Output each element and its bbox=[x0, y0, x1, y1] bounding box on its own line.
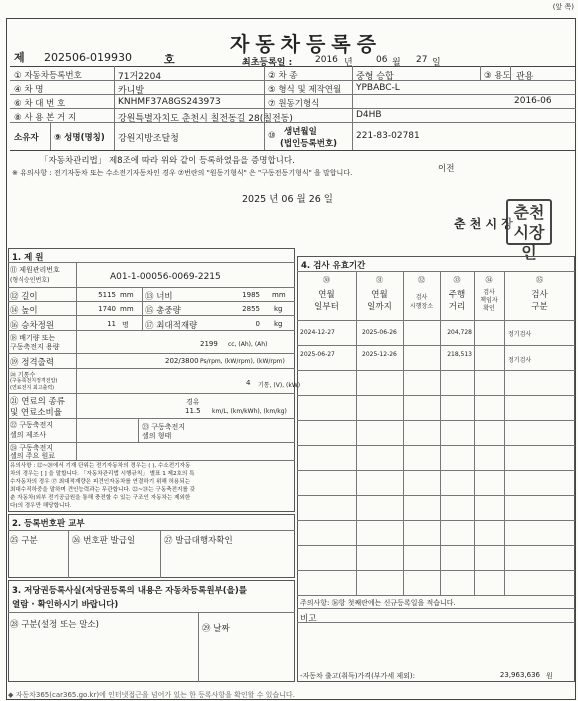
car-no-label: ① 자동차등록번호 bbox=[14, 71, 82, 81]
first-reg-label: 최초등록일 : bbox=[242, 58, 293, 68]
head-check: 검사 책임자 확인 bbox=[480, 289, 498, 312]
cyl-label-1: ⑳ 기통수 bbox=[10, 372, 36, 379]
copy-tag: (앞 쪽) bbox=[552, 3, 574, 11]
vin-label: ⑥ 차 대 번 호 bbox=[14, 99, 66, 109]
mortgage-date-label: ㉙ 날짜 bbox=[202, 624, 230, 634]
height-value: 1740 bbox=[98, 305, 116, 313]
plate-agent-label: ㉗ 발급대행자확인 bbox=[164, 536, 233, 546]
cyl-label-3: (연료전지 최고출력) bbox=[10, 385, 55, 391]
base-value: 강원특별자치도 춘천시 칠전동길 28(칠전동) bbox=[118, 114, 293, 124]
battery-mat-label-2: 셀의 주요 원료 bbox=[10, 452, 56, 460]
official-seal: 춘천시장인 bbox=[506, 199, 552, 245]
battery-form-label-1: ㉓ 구동축전지 bbox=[142, 423, 186, 431]
battery-maker-label-1: ㉒ 구동축전지 bbox=[10, 421, 54, 429]
birth-num: ⑩ bbox=[268, 131, 276, 141]
car-type-label: ② 차 종 bbox=[268, 71, 298, 81]
engine-value: D4HB bbox=[356, 110, 382, 120]
certify-text: 「자동차관리법」 제8조에 따라 위와 같이 등록하였음을 증명합니다. bbox=[40, 156, 295, 166]
reg-no-ho: 호 bbox=[164, 53, 175, 66]
disp-unit: cc, (Ah), (Ah) bbox=[228, 341, 268, 348]
head-mileage-num: ㉝ bbox=[453, 276, 461, 284]
reg-no: 202506-019930 bbox=[44, 51, 132, 64]
model-value: YPBABC-L bbox=[356, 83, 400, 93]
first-reg-day-unit: 일 bbox=[432, 58, 441, 68]
plate-section-title: 2. 등록번호판 교부 bbox=[12, 519, 85, 529]
birth-label-2: (법인등록번호) bbox=[280, 139, 338, 149]
spec-section-title: 1. 제 원 bbox=[12, 253, 44, 263]
model-label: ⑤ 형식 및 제작연월 bbox=[268, 85, 342, 95]
vin-value: KNHMF37A8GS243973 bbox=[118, 97, 221, 107]
inspection-title: 4. 검사 유효기간 bbox=[301, 261, 366, 271]
width-label: ⑬ 너비 bbox=[145, 292, 173, 302]
car-name: 카니발 bbox=[118, 86, 145, 96]
head-place: 검사 시행장소 bbox=[409, 294, 434, 310]
row-to: 2025-12-26 bbox=[362, 351, 397, 358]
seats-value: 11 bbox=[107, 320, 116, 328]
spec-notes: 유의사항 : ⑫~⑳에서 기재 단위는 전기자동차의 경우는 ( ), 수소전기자동 차의 경우는 [ ] 을 말합니다. 「자동차관리법 시행규칙」 별표 1 제2호의 특 수자동차의 경우 ⑰ 최대적재량은 피견인자동차를 연결하기 위해 허용되는 최대수직하중을 말하며 견인능력과는 무관합니다. ㉒~㉔는 구동축전지를 갖 춘 자동차(외부 전기공급원을 통해 충전할 수 있는 구조인 자동차는 제외한 다)의 경우만 해당합니다. bbox=[10, 463, 196, 509]
price-label: -자동차 출고(취득)가격(부가세 제외): bbox=[300, 672, 415, 680]
battery-mat-label-1: ㉔ 구동축전지 bbox=[10, 444, 54, 452]
row-mileage: 218,513 bbox=[447, 351, 472, 358]
maxload-label: ⑰ 최대적재량 bbox=[145, 321, 198, 331]
use-value: 관용 bbox=[516, 72, 534, 82]
battery-form-label-2: 셀의 형태 bbox=[142, 432, 172, 440]
first-reg-month-unit: 월 bbox=[392, 58, 401, 68]
price-unit: 원 bbox=[546, 672, 553, 680]
fuel-efficiency: 11.5 bbox=[185, 407, 201, 415]
cyl-label-2: (구동축전지정격전압) bbox=[10, 378, 58, 384]
owner-name-label: ⑨ 성명(명칭) bbox=[54, 133, 105, 143]
birth-label-1: 생년월일 bbox=[284, 127, 317, 137]
cyl-value: 4 bbox=[246, 379, 251, 387]
reg-no-label: 제 bbox=[14, 51, 25, 64]
remarks-label: 비고 bbox=[300, 614, 317, 624]
fuel-unit: km/L, (km/kWh), (km/kg) bbox=[212, 408, 287, 415]
base-label: ⑧ 사 용 본 거 지 bbox=[14, 113, 77, 123]
mortgage-title-2: 열람 · 확인하시기 바랍니다) bbox=[12, 600, 119, 610]
car-no: 71거2204 bbox=[118, 72, 162, 82]
car-name-label: ④ 차 명 bbox=[14, 85, 44, 95]
row-kind: 정기검사 bbox=[508, 331, 532, 338]
head-from-num: ㉚ bbox=[323, 276, 330, 284]
first-reg-day: 27 bbox=[416, 55, 428, 65]
row-kind: 정기검사 bbox=[508, 357, 532, 364]
battery-maker-label-2: 셀의 제조사 bbox=[10, 431, 47, 439]
disp-label-1: ⑱ 배기량 또는 bbox=[10, 334, 56, 342]
cyl-unit: 기통, (V), (kW) bbox=[258, 382, 301, 389]
head-place-num: ㉜ bbox=[418, 276, 425, 284]
disp-value: 2199 bbox=[200, 340, 218, 348]
spec-no-label: ⑪ 제원관리번호 bbox=[10, 266, 60, 274]
certify-prev: 이전 bbox=[438, 164, 455, 174]
row-to: 2025-06-26 bbox=[362, 329, 397, 336]
seats-unit: 명 bbox=[122, 321, 129, 329]
inspection-note: 주의사항: ㊱항 첫째란에는 신규등록일을 적습니다. bbox=[300, 599, 456, 607]
power-unit: Ps/rpm, (kW/rpm), (kW/rpm) bbox=[200, 358, 285, 365]
owner-name: 강원지방조달청 bbox=[118, 134, 179, 144]
power-value: 202/3800 bbox=[165, 357, 199, 365]
spec-no-sub: (형식승인번호) bbox=[10, 277, 50, 284]
maxload-value: 0 bbox=[255, 320, 260, 328]
weight-label: ⑮ 총중량 bbox=[145, 306, 181, 316]
mortgage-type-label: ㉘ 구분(설정 또는 말소) bbox=[10, 620, 99, 630]
head-kind: 검사 구분 bbox=[531, 290, 548, 312]
certify-date: 2025 년 06 월 26 일 bbox=[242, 194, 333, 205]
length-value: 5115 bbox=[98, 291, 116, 299]
price-value: 23,963,636 bbox=[499, 671, 540, 679]
head-kind-num: ㉟ bbox=[536, 276, 543, 284]
first-reg-year-unit: 년 bbox=[344, 58, 353, 68]
seats-label: ⑯ 승차정원 bbox=[10, 321, 55, 331]
certify-note: ※ 유의사항 : 전기자동차 또는 수소전기자동차인 경우 ⑦번란의 "원동기형식" 은 "구동전동기형식" 을 말합니다. bbox=[12, 169, 353, 177]
first-reg-year: 2016 bbox=[315, 55, 338, 65]
head-check-num: ㉞ bbox=[485, 276, 493, 284]
engine-label: ⑦ 원동기형식 bbox=[268, 99, 320, 109]
width-value: 1985 bbox=[242, 291, 260, 299]
row-from: 2025-06-27 bbox=[300, 351, 335, 358]
height-unit: mm bbox=[120, 305, 134, 313]
plate-issue-label: ㉖ 번호판 발급일 bbox=[72, 536, 136, 546]
head-to-num: ㉛ bbox=[376, 276, 383, 284]
first-reg-month: 06 bbox=[376, 55, 388, 65]
weight-value: 2855 bbox=[242, 305, 260, 313]
owner-label: 소유자 bbox=[14, 133, 39, 143]
head-mileage: 주행 거리 bbox=[448, 290, 466, 312]
width-unit: mm bbox=[272, 291, 286, 299]
head-to: 연월 일까지 bbox=[367, 290, 392, 312]
fuel-type: 경유 bbox=[186, 398, 200, 406]
use-label: ③ 용도 bbox=[484, 71, 511, 81]
length-label: ⑫ 길이 bbox=[10, 292, 38, 302]
plate-type-label: ㉕ 구분 bbox=[10, 536, 38, 546]
disp-label-2: 구동축전지 용량 bbox=[10, 343, 60, 351]
maxload-unit: kg bbox=[274, 320, 283, 328]
fuel-label-2: 및 연료소비율 bbox=[10, 408, 62, 418]
footer-note: ◆ 자동차365(car365.go.kr)에 인터넷접근을 넘어가 있는 한 등록사항을 확인할 수 있습니다. bbox=[8, 691, 295, 699]
height-label: ⑭ 높이 bbox=[10, 306, 38, 316]
head-from: 연월 일부터 bbox=[314, 290, 339, 312]
length-unit: mm bbox=[120, 291, 134, 299]
weight-unit: kg bbox=[274, 305, 283, 313]
mortgage-title-1: 3. 저당권등록사실(저당권등록의 내용은 자동차등록원부(을)를 bbox=[12, 586, 247, 596]
certify-city: 춘 천 시 장 bbox=[454, 217, 513, 231]
birth-value: 221-83-02781 bbox=[356, 131, 420, 141]
model-date: 2016-06 bbox=[514, 96, 552, 106]
fuel-label-1: ㉑ 연료의 종류 bbox=[10, 397, 65, 407]
power-label: ⑲ 정격출력 bbox=[10, 358, 55, 368]
spec-no: A01-1-00056-0069-2215 bbox=[110, 272, 221, 282]
page-title: 자동차등록증 bbox=[230, 32, 382, 56]
car-type: 중형 승합 bbox=[356, 72, 394, 82]
row-mileage: 204,728 bbox=[447, 329, 472, 336]
row-from: 2024-12-27 bbox=[300, 329, 335, 336]
